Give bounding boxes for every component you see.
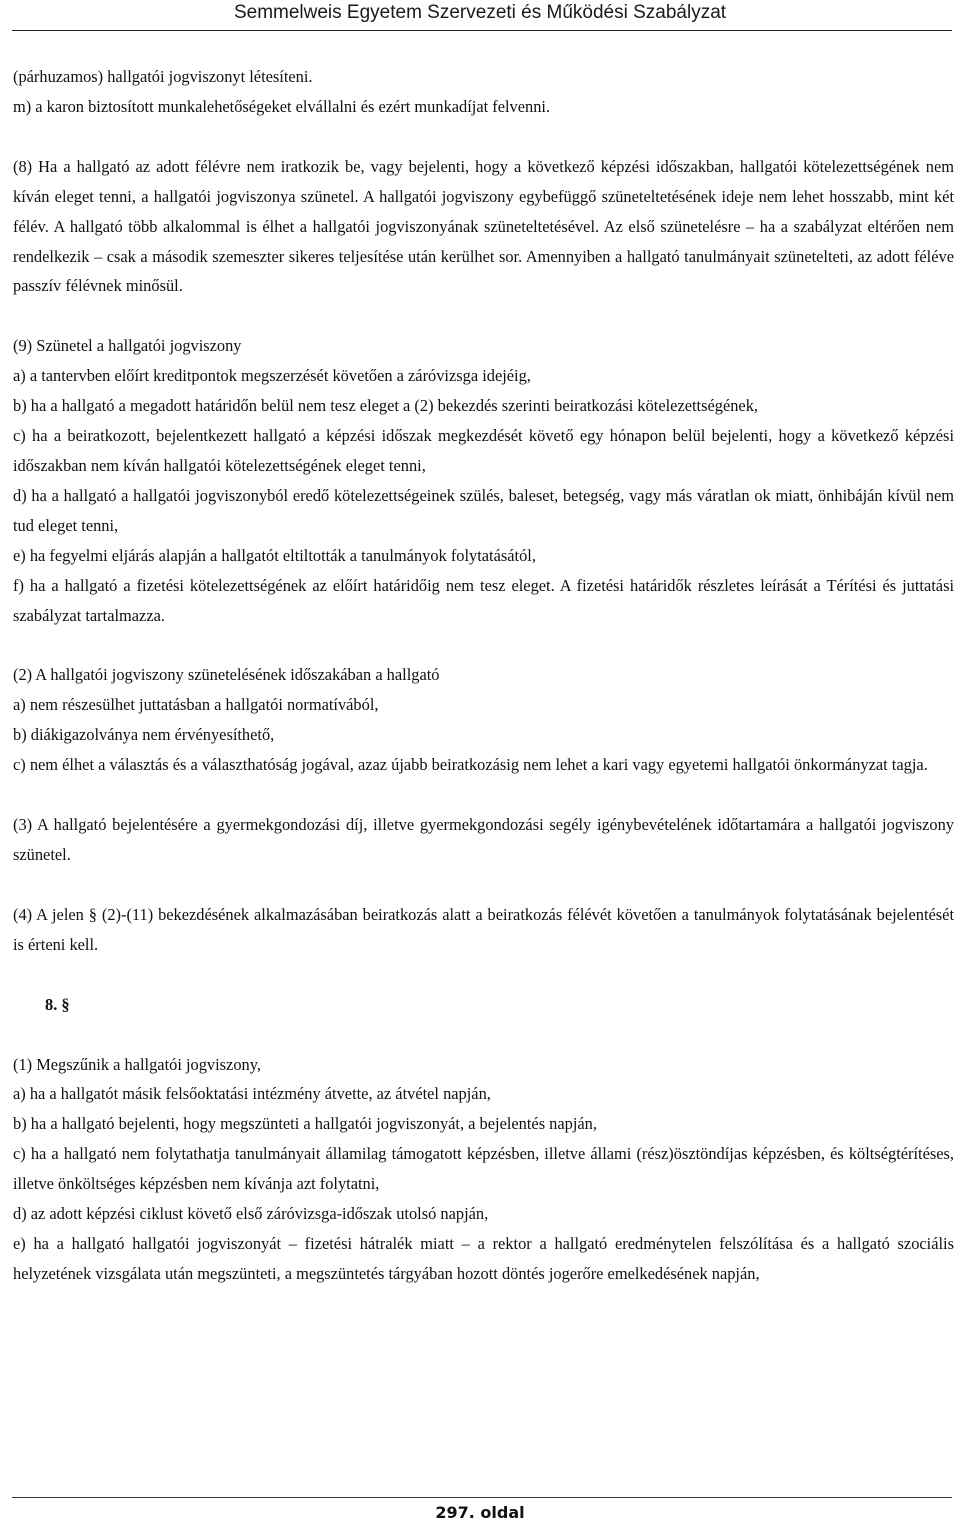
page-number: 297. oldal <box>435 1503 525 1522</box>
intro-line-1: (párhuzamos) hallgatói jogviszonyt létesíteni. <box>13 67 313 86</box>
footer-divider <box>12 1497 952 1498</box>
paragraph-2-heading: (2) A hallgatói jogviszony szünetelésének időszakában a hallgató <box>13 665 440 685</box>
paragraph-1-heading: (1) Megszűnik a hallgatói jogviszony, <box>13 1054 261 1074</box>
section-title: 8. § <box>45 994 70 1014</box>
paragraph-9-heading: (9) Szünetel a hallgatói jogviszony <box>13 336 242 356</box>
paragraph-9-item-c: c) ha a beiratkozott, bejelentkezett hallgató a képzési időszak megkezdését követő egy hónapon belül bejelenti, hogy a következő képzési időszakban nem kíván hallgatói kötelezettségének eleget tenni, <box>13 426 954 475</box>
paragraph-1-item-a: a) ha a hallgatót másik felsőoktatási intézmény átvette, az átvétel napján, <box>13 1084 491 1104</box>
paragraph-9-item-a: a) a tantervben előírt kreditpontok megszerzését követően a záróvizsga idejéig, <box>13 366 531 386</box>
paragraph-9-item-e: e) ha fegyelmi eljárás alapján a hallgatót eltiltották a tanulmányok folytatásától, <box>13 545 536 565</box>
paragraph-1-item-d: d) az adott képzési ciklust követő első záróvizsga-időszak utolsó napján, <box>13 1204 489 1224</box>
document-body <box>13 62 954 1289</box>
paragraph-9-item-d: d) ha a hallgató a hallgatói jogviszonyból eredő kötelezettségeinek szülés, baleset, betegség, vagy más váratlan ok miatt, önhibáján kívül nem tud eleget tenni, <box>13 485 954 535</box>
paragraph-2-item-b: b) diákigazolványa nem érvényesíthető, <box>13 725 275 745</box>
paragraph-2-item-c: c) nem élhet a választás és a választhatóság jogával, azaz újabb beiratkozásig nem lehet a kari vagy egyetemi hallgatói önkormányzat tagja. <box>13 755 928 775</box>
paragraph-2-item-a: a) nem részesülhet juttatásban a hallgatói normatívából, <box>13 695 379 715</box>
paragraph-1-item-b: b) ha a hallgató bejelenti, hogy megszünteti a hallgatói jogviszonyát, a bejelentés napján, <box>13 1114 597 1134</box>
paragraph-9-item-f: f) ha a hallgató a fizetési kötelezettségének az előírt határidőig nem tesz eleget. A fizetési határidők részletes leírását a Térítési és juttatási szabályzat tartalmazza. <box>13 575 954 625</box>
paragraph-4: (4) A jelen § (2)-(11) bekezdésének alkalmazásában beiratkozás alatt a beiratkozás félévét követően a tanulmányok folytatásának bejelentését is érteni kell. <box>13 904 954 954</box>
page-header-title: Semmelweis Egyetem Szervezeti és Működési Szabályzat <box>233 2 727 23</box>
header-divider <box>12 30 952 31</box>
paragraph-8: (8) Ha a hallgató az adott félévre nem iratkozik be, vagy bejelenti, hogy a következő képzési időszakban, hallgatói kötelezettségének nem kíván eleget tenni, a hallgatói jogviszonya szünetel. A hallgatói jogviszony egybefüggő szüneteltetésének ideje nem lehet hosszabb, mint két félév. A hallgató több alkalommal is élhet a hallgatói jogviszonyának szüneteltetésével. Az első szünetelésre – ha a szabályzat eltérően nem rendelkezik – csak a második szemeszter sikeres teljesítése után kerülhet sor. Amennyiben a hallgató tanulmányait szünetelteti, az adott féléve passzív félévnek minősül. <box>13 156 954 296</box>
paragraph-1-item-e: e) ha a hallgató hallgatói jogviszonyát – fizetési hátralék miatt – a rektor a hallgató eredménytelen felszólítása és a hallgató szociális helyzetének vizsgálata után megszünteti, a megszüntetés tárgyában hozott döntés jogerőre emelkedésének napján, <box>13 1234 954 1283</box>
paragraph-1-item-c: c) ha a hallgató nem folytathatja tanulmányait államilag támogatott képzésben, illetve állami (rész)ösztöndíjas képzésben, és költségtérítéses, illetve önköltséges képzésben nem kívánja azt folytatni, <box>13 1144 954 1194</box>
paragraph-9-item-b: b) ha a hallgató a megadott határidőn belül nem tesz eleget a (2) bekezdés szerinti beiratkozási kötelezettségének, <box>13 396 758 416</box>
paragraph-3: (3) A hallgató bejelentésére a gyermekgondozási díj, illetve gyermekgondozási segély igénybevételének időtartamára a hallgatói jogviszony szünetel. <box>13 815 954 864</box>
intro-line-m: m) a karon biztosított munkalehetőségeket elvállalni és ezért munkadíjat felvenni. <box>13 96 551 116</box>
